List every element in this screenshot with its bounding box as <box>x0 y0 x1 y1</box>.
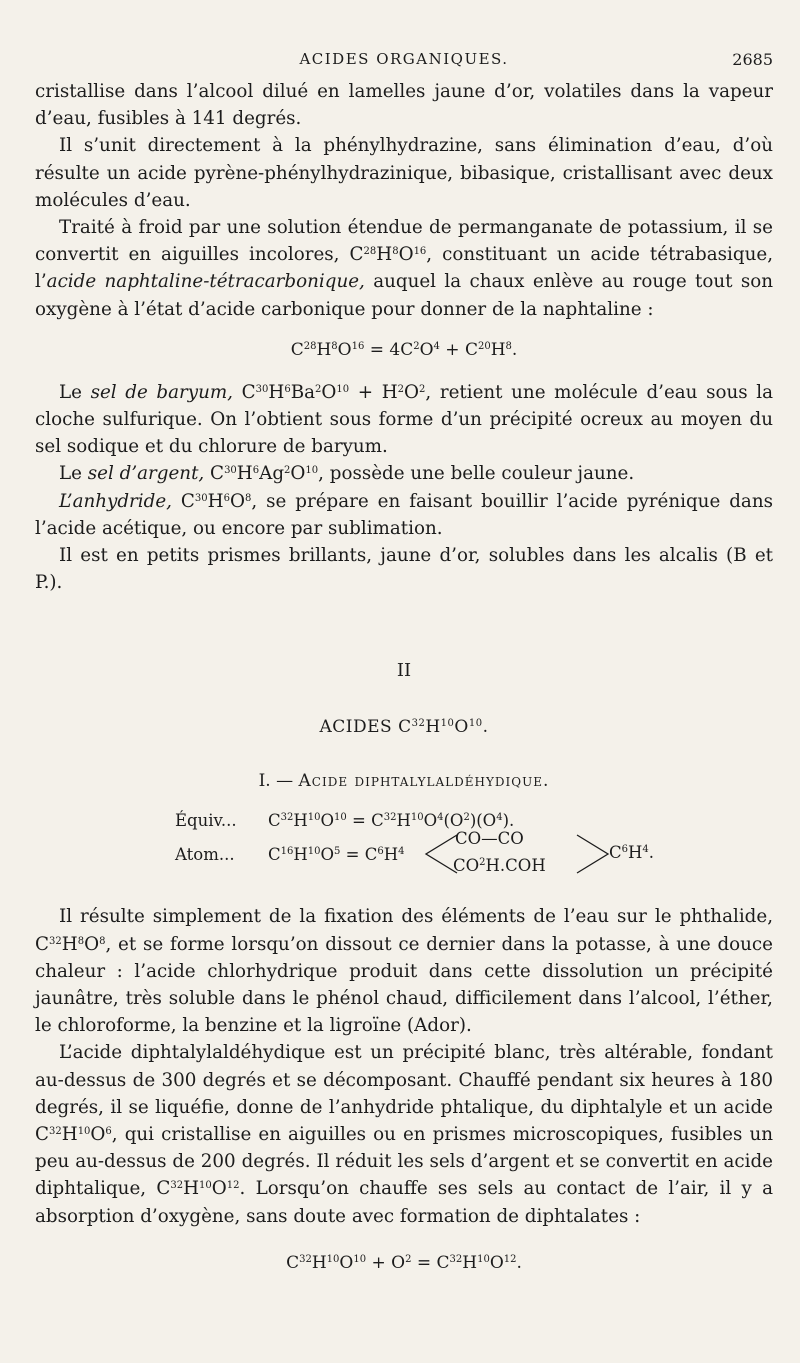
paragraph-7: Il est en petits prismes brillants, jaune d’or, solubles dans les alcalis (B et P.). <box>35 545 773 594</box>
header-title: ACIDES ORGANIQUES. <box>299 50 509 68</box>
formula-bottom-group: $CO^2H.COH$ <box>453 856 546 876</box>
paragraph-1: cristallise dans l’alcool dilué en lamelles jaune d’or, volatiles dans la vapeur d’eau, fusibles à 141 degrés. <box>35 81 773 130</box>
section-title: ACIDES $C^{32}H^{10}O^{10}$. <box>319 717 489 738</box>
equation-2: $C^{32}H^{10}O^{10} + O^2 = C^{32}H^{10}O^{12}$. <box>286 1252 522 1273</box>
page-body <box>35 78 773 1292</box>
running-header <box>35 50 773 72</box>
right-bracket-icon <box>575 831 611 875</box>
paragraph-6: L’anhydride, $C^{30}H^6O^8$, se prépare en faisant bouillir l’acide pyrénique dans l’acide acétique, ou encore par sublimation. <box>35 490 773 539</box>
page-number: 2685 <box>732 50 773 69</box>
atom-formula-left: $C^{16}H^{10}O^5 = C^6H^4$ <box>268 845 405 865</box>
equiv-label: Équiv... <box>175 811 237 831</box>
paragraph-5: Le sel d’argent, $C^{30}H^6Ag^2O^{10}$, possède une belle couleur jaune. <box>59 463 635 485</box>
paragraph-2: Il s’unit directement à la phénylhydrazine, sans élimination d’eau, d’où résulte un acide pyrène-phénylhydrazinique, bibasique, cristallisant avec deux molécules d’eau. <box>35 135 773 211</box>
formula-block <box>35 805 773 887</box>
equiv-formula: $C^{32}H^{10}O^{10} = C^{32}H^{10}O^4(O^2)(O^4)$. <box>268 811 515 831</box>
paragraph-3: Traité à froid par une solution étendue de permanganate de potassium, il se convertit en aiguilles incolores, $C^{28}H^8O^{16}$, constituant un acide tétrabasique, l’acide naphtaline-tétracarbonique, auquel la chaux enlève au rouge tout son oxygène à l’état d’acide carbonique pour donner de la naphtaline : <box>35 217 773 320</box>
paragraph-8: Il résulte simplement de la fixation des éléments de l’eau sur le phthalide, $C^{32}H^8O^8$, et se forme lorsqu’on dissout ce dernier dans la potasse, à une douce chaleur : l’acide chlorhydrique produit dans cette dissolution un précipité jaunâtre, très soluble dans le phénol chaud, difficilement dans l’alcool, l’éther, le chloroforme, la benzine et la ligroïne (Ador). <box>35 906 773 1037</box>
paragraph-9: L’acide diphtalylaldéhydique est un précipité blanc, très altérable, fondant au-dessus de 300 degrés et se décomposant. Chauffé pendant six heures à 180 degrés, il se liquéfie, donne de l’anhydride phtalique, du diphtalyle et un acide $C^{32}H^{10}O^6$, qui cristallise en aiguilles ou en prismes microscopiques, fusibles un peu au-dessus de 200 degrés. Il réduit les sels d’argent et se convertit en acide diphtalique, $C^{32}H^{10}O^{12}$. Lorsqu’on chauffe ses sels au contact de l’air, il y a absorption d’oxygène, sans doute avec formation de diphtalates : <box>35 1042 773 1227</box>
atom-formula-right: $C^6H^4$. <box>609 843 655 863</box>
paragraph-4: Le sel de baryum, $C^{30}H^6Ba^2O^{10} + H^2O^2$, retient une molécule d’eau sous la cloche sulfurique. On l’obtient sous forme d’un précipité ocreux au moyen du sel sodique et du chlorure de baryum. <box>35 381 773 458</box>
subsection-title: I. — Acide diphtalylaldéhydique. <box>258 771 550 792</box>
equation-1: $C^{28}H^8O^{16} = 4C^2O^4 + C^{20}H^8$. <box>290 339 518 360</box>
section-number: II <box>396 660 412 682</box>
formula-top-group: CO—CO <box>455 829 524 849</box>
atom-label: Atom... <box>175 845 235 865</box>
